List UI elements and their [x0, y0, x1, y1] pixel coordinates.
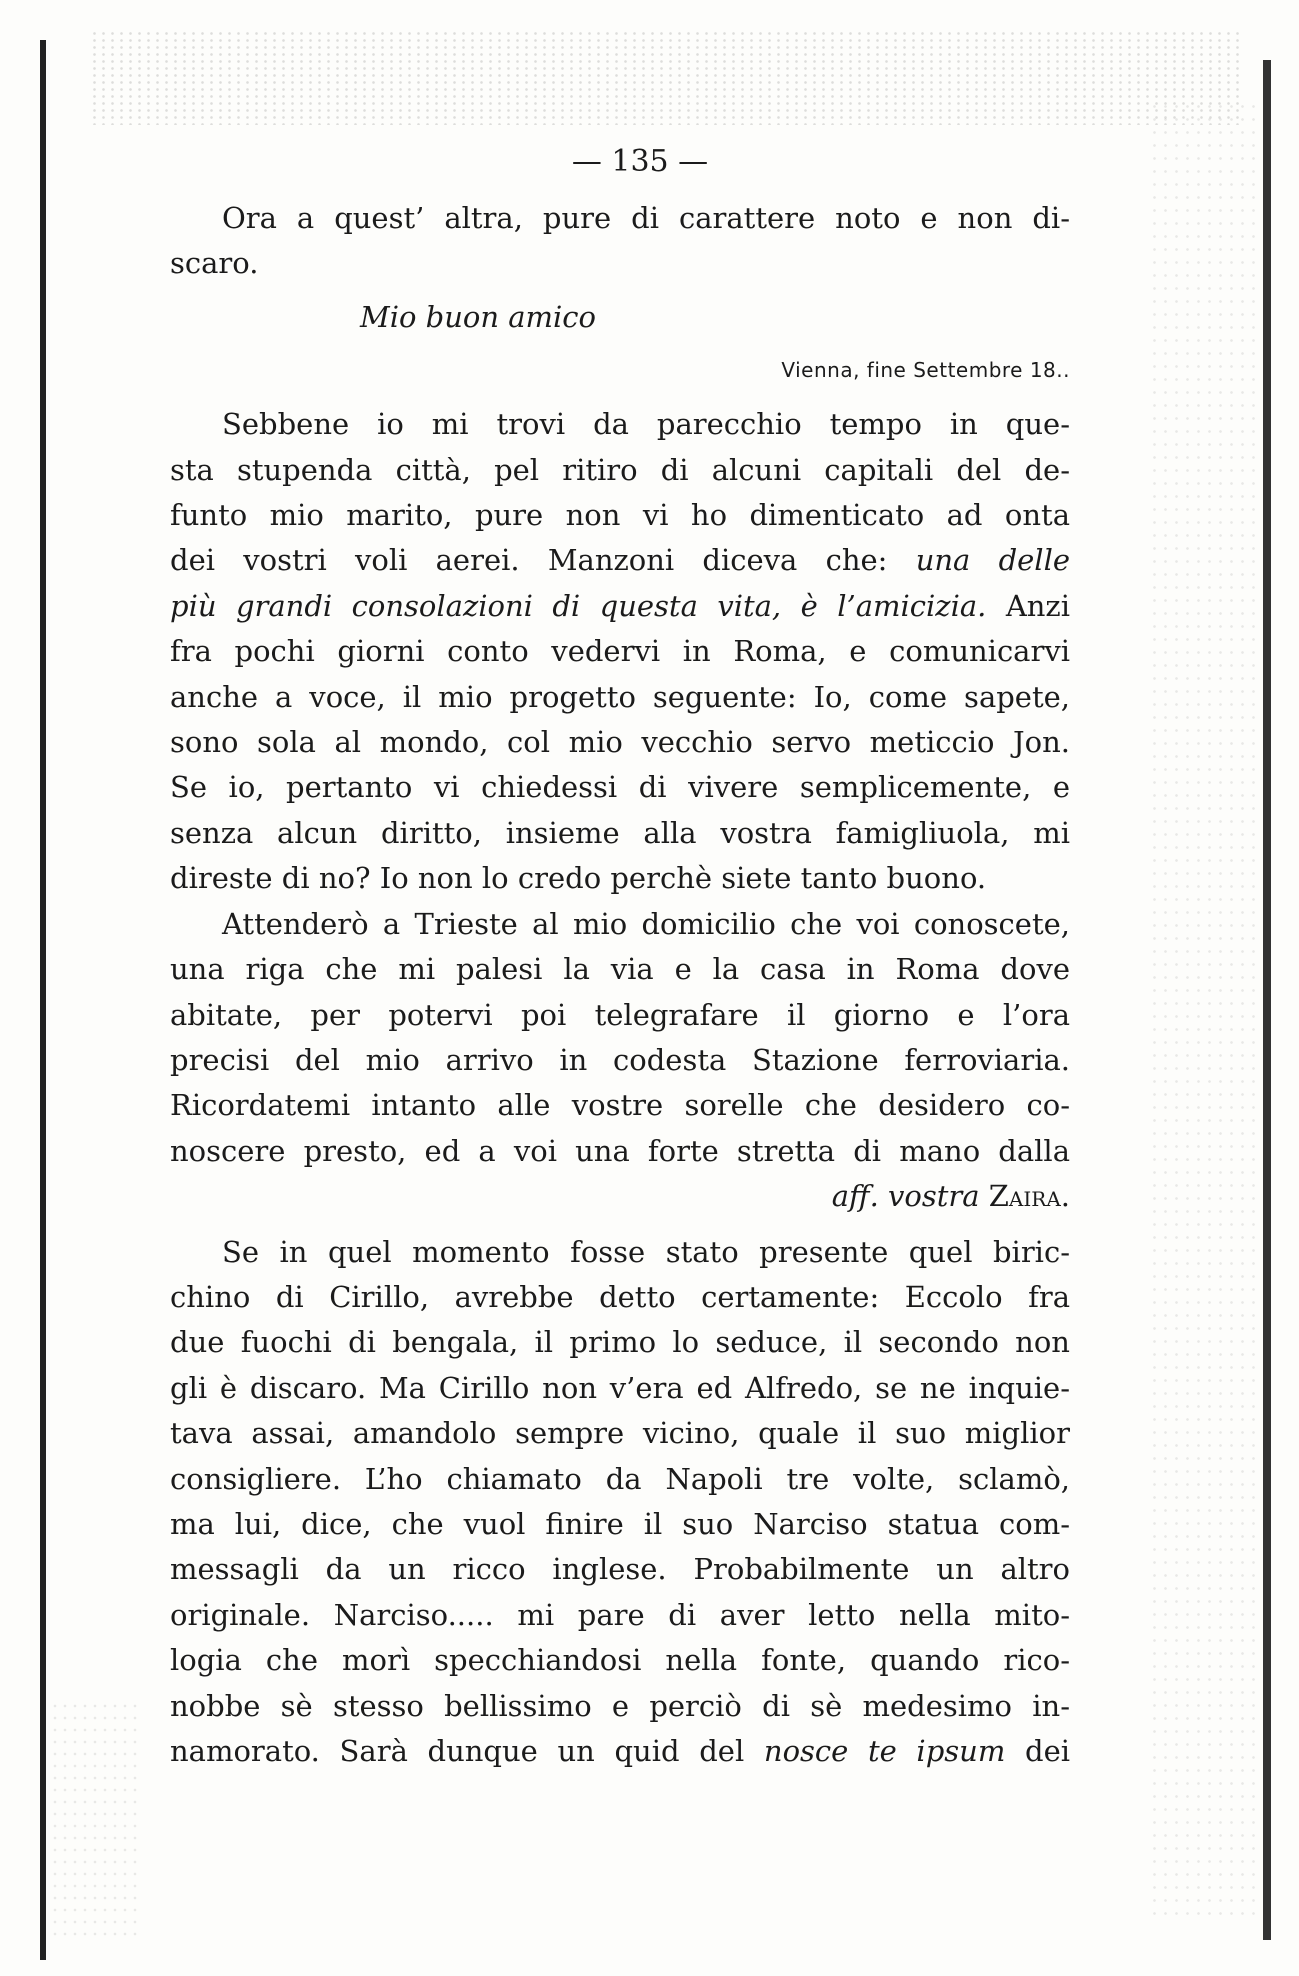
letter-line: sta stupenda città, pel ritiro di alcuni capitali del de- [170, 452, 1070, 487]
letter-line: Ricordatemi intanto alle vostre sorelle che desidero co- [170, 1088, 1070, 1123]
quote-italic: una delle [915, 543, 1071, 578]
letter-line: abitate, per potervi poi telegrafare il giorno e l’ora [170, 997, 1070, 1032]
scan-edge-right [1263, 60, 1271, 1940]
narrative-line: nobbe sè stesso bellissimo e perciò di sè medesimo in- [170, 1688, 1070, 1723]
letter-line: direste di no? Io non lo credo perchè siete tanto buono. [170, 861, 987, 896]
narrative-text: dei [1025, 1734, 1071, 1768]
signature-closing: aff. vostra [831, 1179, 980, 1214]
letter-text: Anzi [1005, 588, 1070, 623]
intro-line: scaro. [170, 246, 259, 281]
narrative-line: consigliere. L’ho chiamato da Napoli tre volte, sclamò, [170, 1461, 1070, 1496]
narrative-line: ma lui, dice, che vuol finire il suo Narciso statua com- [170, 1506, 1070, 1541]
letter-line: Se io, pertanto vi chiedessi di vivere semplicemente, e [170, 770, 1070, 805]
letter-line: noscere presto, ed a voi una forte stretta di mano dalla [170, 1133, 1070, 1168]
letter-line: Sebbene io mi trovi da parecchio tempo in que- [222, 407, 1070, 442]
scan-noise-right [1149, 100, 1259, 1920]
intro-line: Ora a quest’ altra, pure di carattere noto e non di- [222, 201, 1070, 235]
letter-line: una riga che mi palesi la via e la casa in Roma dove [170, 952, 1070, 987]
letter-line: anche a voce, il mio progetto seguente: Io, come sapete, [170, 679, 1070, 714]
signature-name: Zaira. [988, 1179, 1070, 1214]
letter-line: funto mio marito, pure non vi ho dimenticato ad onta [170, 498, 1070, 533]
narrative-line: logia che morì specchiandosi nella fonte, quando rico- [170, 1643, 1070, 1678]
narrative-line: messagli da un ricco inglese. Probabilmente un altro [170, 1552, 1070, 1587]
narrative-line: originale. Narciso..... mi pare di aver letto nella mito- [170, 1597, 1070, 1632]
narrative-line: chino di Cirillo, avrebbe detto certamente: Eccolo fra [170, 1279, 1070, 1314]
narrative-line: tava assai, amandolo sempre vicino, quale il suo miglior [170, 1416, 1070, 1451]
scan-noise-top [90, 30, 1240, 125]
letter-line: senza alcun diritto, insieme alla vostra famigliuola, mi [170, 815, 1070, 850]
page-text [170, 138, 1070, 1774]
narrative-line: due fuochi di bengala, il primo lo seduce, il secondo non [170, 1325, 1070, 1360]
letter-dateline: Vienna, fine Settembre 18.. [781, 358, 1070, 383]
letter-line: fra pochi giorni conto vedervi in Roma, e comunicarvi [170, 634, 1070, 669]
letter-signature [170, 1174, 1070, 1219]
quote-italic: più grandi consolazioni di questa vita, è l’amicizia. [170, 588, 987, 623]
letter-line: Attenderò a Trieste al mio domicilio che voi conoscete, [222, 906, 1070, 941]
letter-line: precisi del mio arrivo in codesta Stazione ferroviaria. [170, 1042, 1070, 1077]
letter-line: sono sola al mondo, col mio vecchio servo meticcio Jon. [170, 725, 1070, 760]
latin-phrase-italic: nosce te ipsum [763, 1734, 1006, 1768]
letter-text: dei vostri voli aerei. Manzoni diceva che: [170, 543, 888, 578]
narrative-line [170, 1729, 1070, 1774]
narrative-text: namorato. Sarà dunque un quid del [170, 1734, 745, 1768]
letter-line [170, 584, 1070, 629]
scan-noise-left [50, 1700, 140, 1940]
letter-line [170, 538, 1070, 583]
page-number: — 135 — [571, 144, 709, 179]
letter-salutation: Mio buon amico [360, 299, 597, 334]
narrative-line: Se in quel momento fosse stato presente quel biric- [222, 1234, 1070, 1269]
narrative-line: gli è discaro. Ma Cirillo non v’era ed Alfredo, se ne inquie- [170, 1370, 1070, 1405]
scan-edge-left [40, 40, 46, 1960]
